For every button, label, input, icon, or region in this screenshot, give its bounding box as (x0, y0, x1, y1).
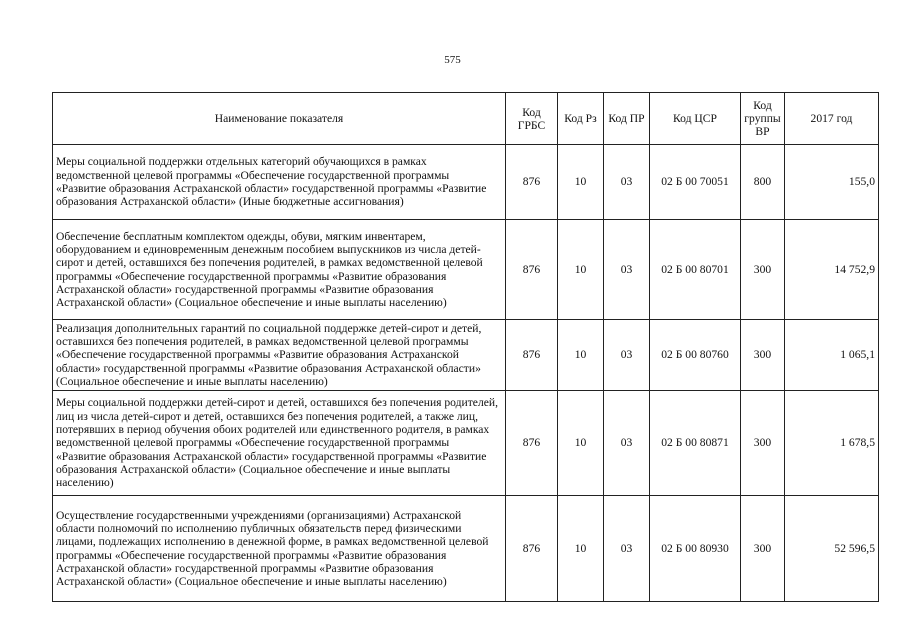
cell-vr: 300 (741, 391, 785, 496)
cell-vr: 800 (741, 145, 785, 220)
cell-rz: 10 (558, 220, 604, 320)
cell-csr: 02 Б 00 80871 (650, 391, 741, 496)
header-csr: Код ЦСР (650, 93, 741, 145)
cell-rz: 10 (558, 496, 604, 602)
cell-amount: 1 678,5 (785, 391, 879, 496)
cell-name: Реализация дополнительных гарантий по социальной поддержке детей-сирот и детей, оставшихся без попечения родителей, в рамках ведомственной целевой программы «Обеспечение государственной программы «Развитие образования Астраханской области» государственной программы «Развитие образования Астраханской области» (Социальное обеспечение и иные выплаты населению) (53, 320, 506, 391)
cell-pr: 03 (604, 220, 650, 320)
cell-pr: 03 (604, 145, 650, 220)
cell-name: Осуществление государственными учреждениями (организациями) Астраханской области полномочий по исполнению публичных обязательств перед физическими лицами, подлежащих исполнению в денежной форме, в рамках ведомственной целевой программы «Обеспечение государственной программы «Развитие образования Астраханской области» государственной программы «Развитие образования Астраханской области» (Социальное обеспечение и иные выплаты населению) (53, 496, 506, 602)
cell-grbs: 876 (506, 391, 558, 496)
table-header-row (53, 93, 879, 145)
cell-csr: 02 Б 00 70051 (650, 145, 741, 220)
cell-amount: 155,0 (785, 145, 879, 220)
table-row (53, 391, 879, 496)
cell-name: Меры социальной поддержки отдельных категорий обучающихся в рамках ведомственной целевой программы «Обеспечение государственной программы «Развитие образования Астраханской области» государственной программы «Развитие образования Астраханской области» (Иные бюджетные ассигнования) (53, 145, 506, 220)
page-number: 575 (444, 54, 461, 66)
cell-csr: 02 Б 00 80930 (650, 496, 741, 602)
table-row (53, 145, 879, 220)
cell-amount: 14 752,9 (785, 220, 879, 320)
cell-amount: 52 596,5 (785, 496, 879, 602)
cell-rz: 10 (558, 320, 604, 391)
cell-pr: 03 (604, 391, 650, 496)
cell-pr: 03 (604, 496, 650, 602)
header-name: Наименование показателя (53, 93, 506, 145)
cell-rz: 10 (558, 145, 604, 220)
header-grbs: Код ГРБС (506, 93, 558, 145)
cell-pr: 03 (604, 320, 650, 391)
cell-csr: 02 Б 00 80760 (650, 320, 741, 391)
cell-vr: 300 (741, 220, 785, 320)
cell-csr: 02 Б 00 80701 (650, 220, 741, 320)
cell-grbs: 876 (506, 496, 558, 602)
budget-table (52, 92, 879, 602)
table-row (53, 320, 879, 391)
cell-rz: 10 (558, 391, 604, 496)
cell-vr: 300 (741, 320, 785, 391)
table-row (53, 220, 879, 320)
cell-amount: 1 065,1 (785, 320, 879, 391)
cell-vr: 300 (741, 496, 785, 602)
header-rz: Код Рз (558, 93, 604, 145)
header-pr: Код ПР (604, 93, 650, 145)
cell-name: Обеспечение бесплатным комплектом одежды, обуви, мягким инвентарем, оборудованием и единовременным денежным пособием выпускников из числа детей-сирот и детей, оставшихся без попечения родителей, в рамках ведомственной целевой программы «Обеспечение государственной программы «Развитие образования Астраханской области» государственной программы «Развитие образования Астраханской области» (Социальное обеспечение и иные выплаты населению) (53, 220, 506, 320)
table-row (53, 496, 879, 602)
header-vr: Код группы ВР (741, 93, 785, 145)
cell-grbs: 876 (506, 320, 558, 391)
cell-grbs: 876 (506, 220, 558, 320)
cell-name: Меры социальной поддержки детей-сирот и детей, оставшихся без попечения родителей, лиц из числа детей-сирот и детей, оставшихся без попечения родителей, а также лиц, потерявших в период обучения обоих родителей или единственного родителя, в рамках ведомственной целевой программы «Обеспечение государственной программы «Развитие образования Астраханской области» государственной программы «Развитие образования Астраханской области» (Социальное обеспечение и иные выплаты населению) (53, 391, 506, 496)
cell-grbs: 876 (506, 145, 558, 220)
header-year: 2017 год (785, 93, 879, 145)
